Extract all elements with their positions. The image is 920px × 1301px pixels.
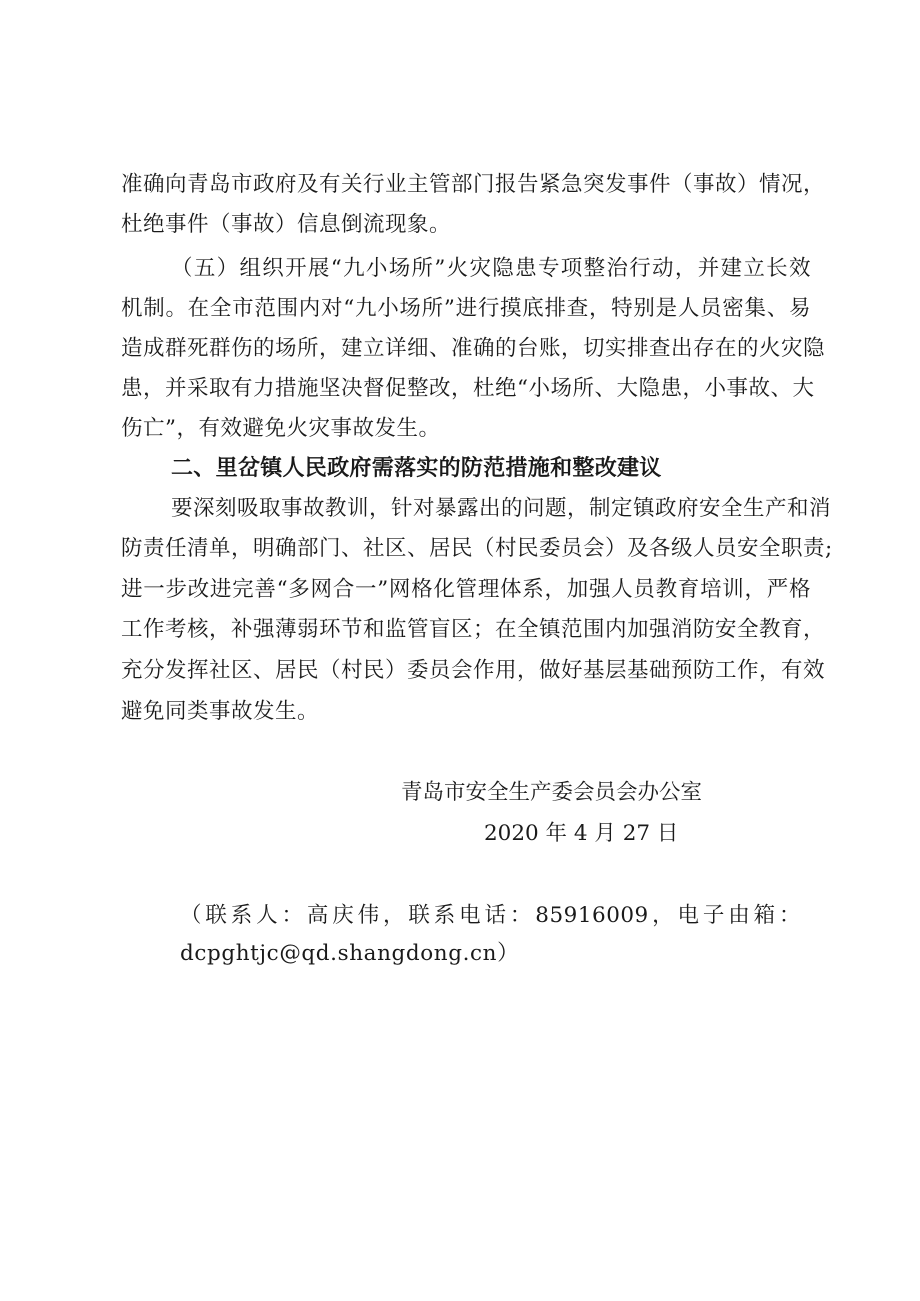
section-two-line-5: 充分发挥社区、居民（村民）委员会作用，做好基层基础预防工作，有效 xyxy=(121,658,826,683)
paragraph-five-line-4: 患，并采取有力措施坚决督促整改，杜绝“小场所、大隐患，小事故、大 xyxy=(121,376,815,401)
paragraph-five-line-5: 伤亡”，有效避免火灾事故发生。 xyxy=(121,416,441,441)
contact-line-1: （联系人：高庆伟，联系电话：85916009，电子由箱： xyxy=(180,903,801,928)
section-two-line-2: 防责任清单，明确部门、社区、居民（村民委员会）及各级人员安全职责; xyxy=(121,536,833,561)
section-two-heading: 二、里岔镇人民政府需落实的防范措施和整改建议 xyxy=(171,456,662,481)
signature-date: 2020 年 4 月 27 日 xyxy=(484,821,679,846)
signature-office: 青岛市安全生产委会员会办公室 xyxy=(401,780,703,805)
section-two-line-6: 避免同类事故发生。 xyxy=(121,699,320,724)
contact-email: dcpghtjc@qd.shangdong.cn） xyxy=(180,941,520,966)
paragraph-continued-line-2: 杜绝事件（事故）信息倒流现象。 xyxy=(121,212,452,237)
paragraph-five-line-1: （五）组织开展“九小场所”火灾隐患专项整治行动，并建立长效 xyxy=(171,256,811,281)
paragraph-continued-line-1: 准确向青岛市政府及有关行业主管部门报告紧急突发事件（事故）情况， xyxy=(121,172,826,197)
section-two-line-3: 进一步改进完善“多网合一”网格化管理体系，加强人员教育培训，严格 xyxy=(121,577,811,602)
section-two-line-1: 要深刻吸取事故教训，针对暴露出的问题，制定镇政府安全生产和消 xyxy=(171,496,832,521)
section-two-line-4: 工作考核，补强薄弱环节和监管盲区；在全镇范围内加强消防安全教育， xyxy=(121,617,826,642)
paragraph-five-line-3: 造成群死群伤的场所，建立详细、准确的台账，切实排查出存在的火灾隐 xyxy=(121,336,826,361)
paragraph-five-line-2: 机制。在全市范围内对“九小场所”进行摸底排查，特别是人员密集、易 xyxy=(121,296,811,321)
